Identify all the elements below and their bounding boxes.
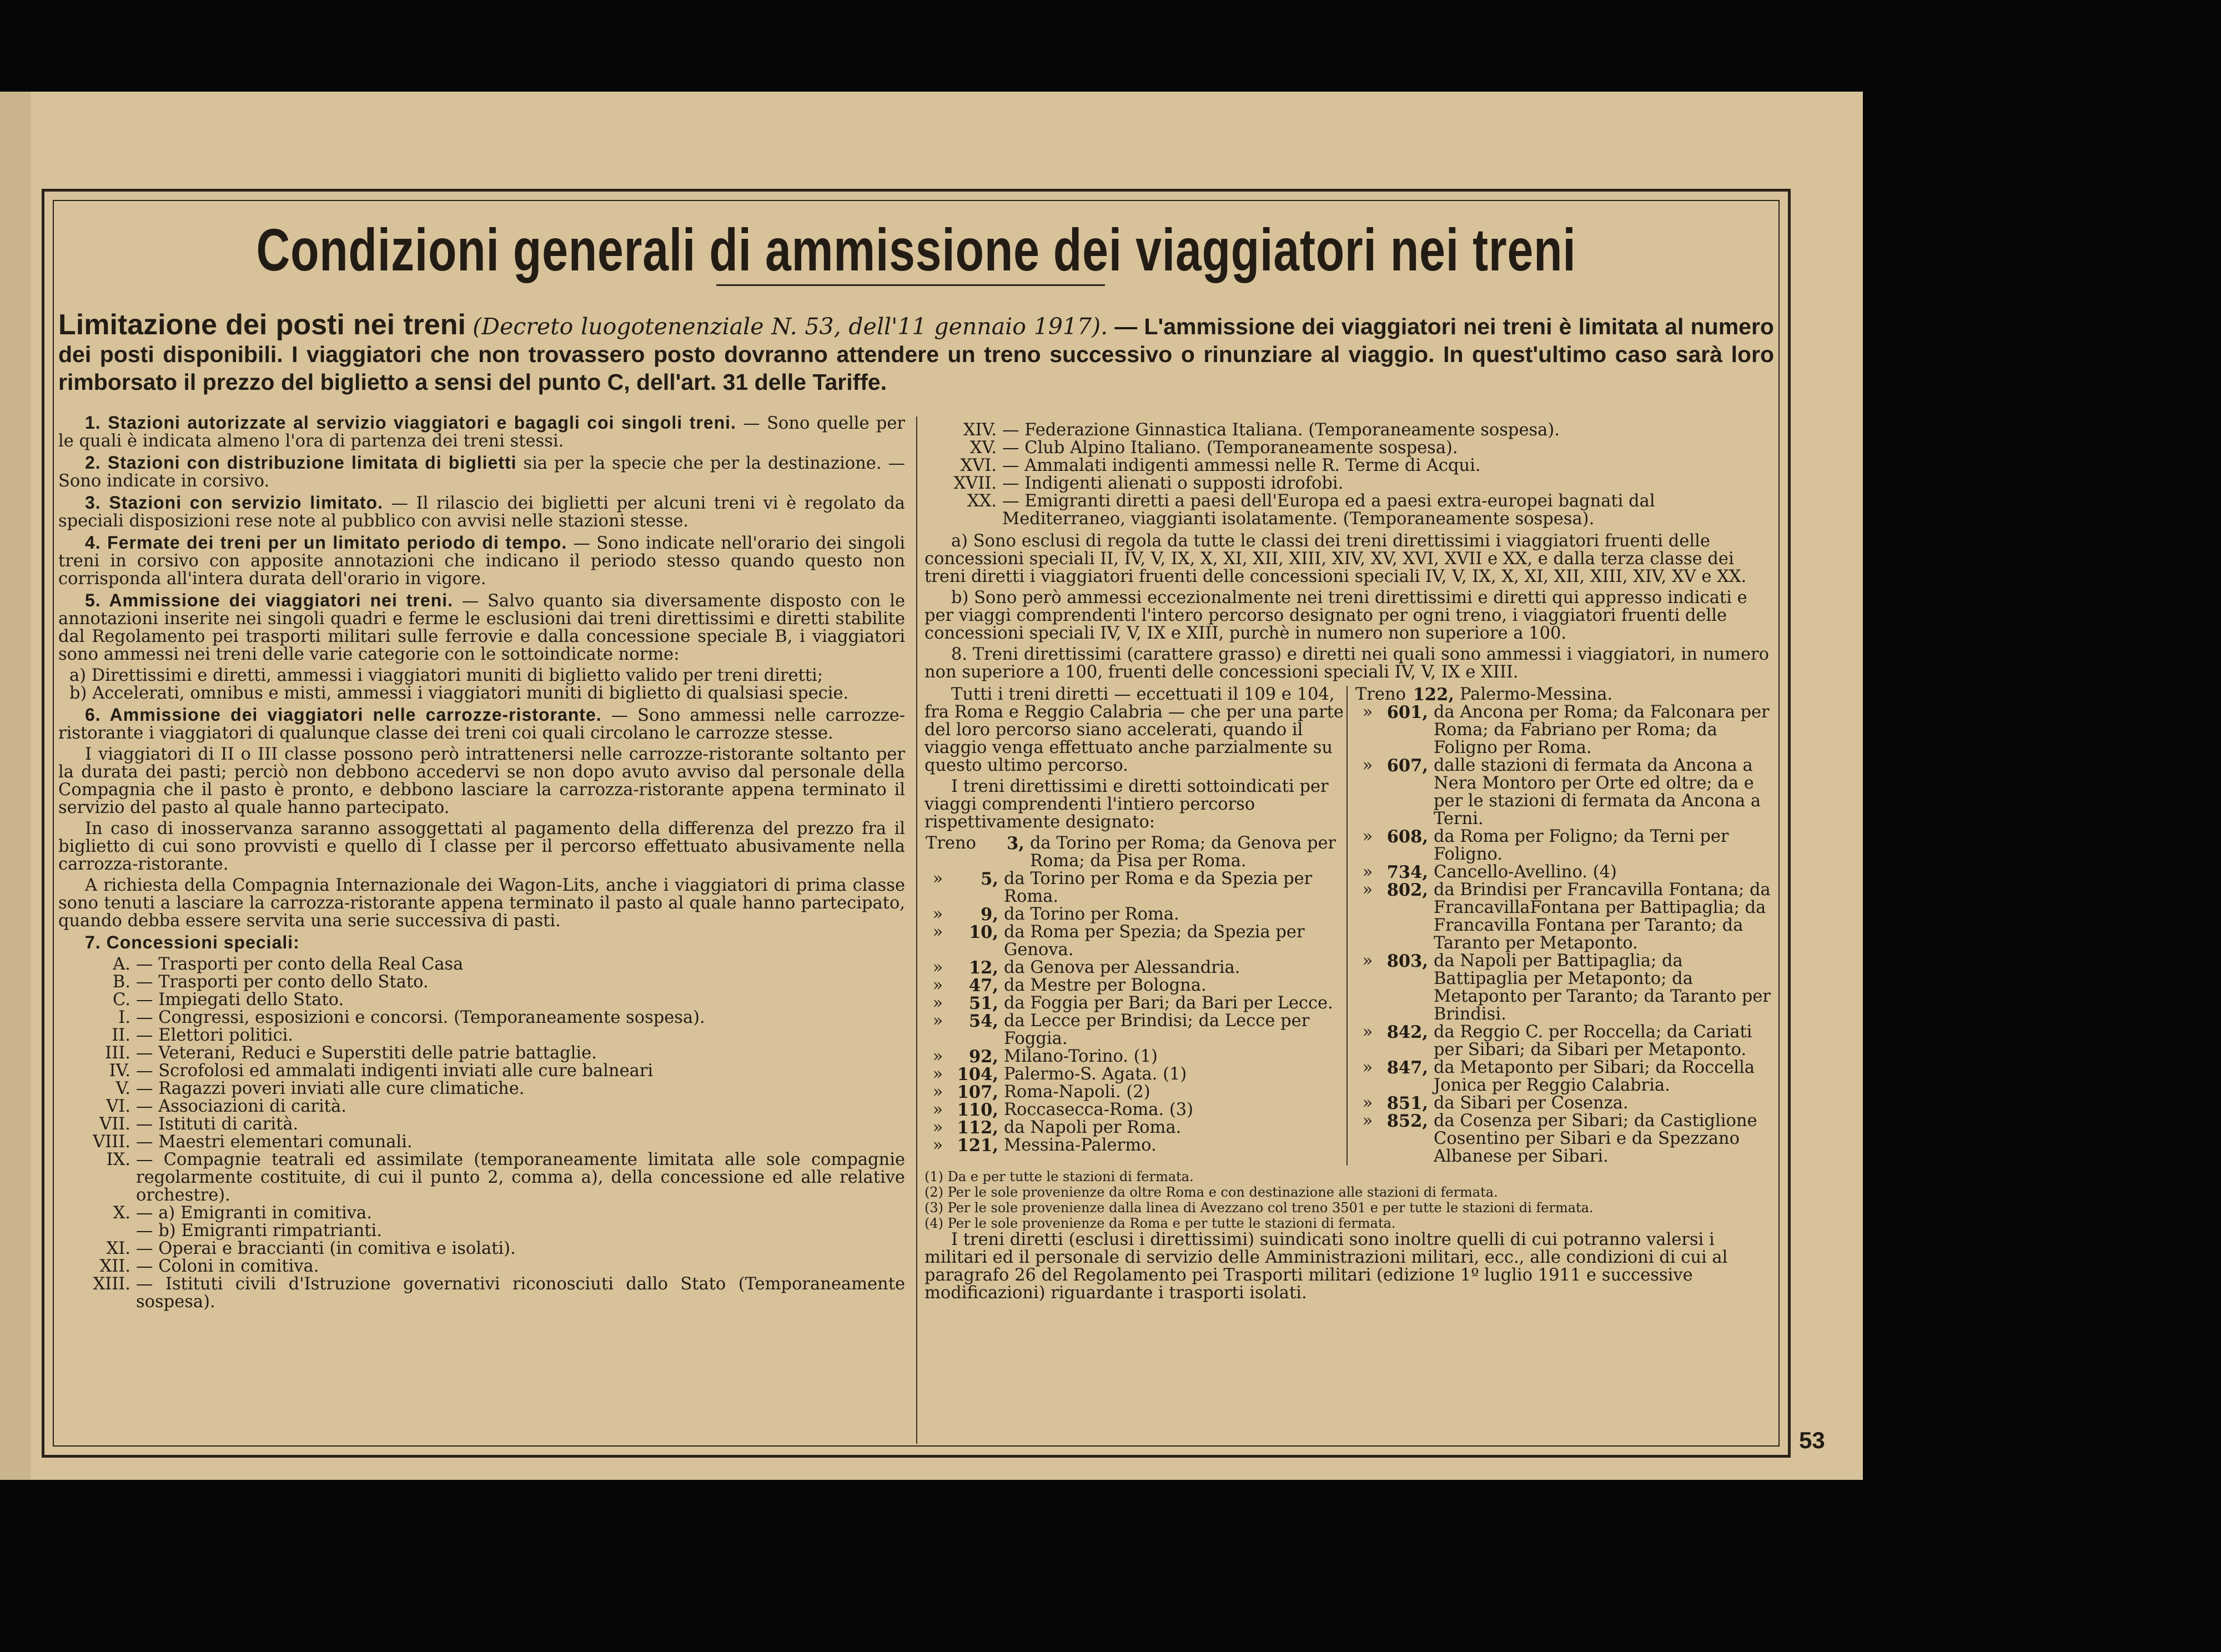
train-mark: » [932, 905, 943, 924]
concession-item [58, 1222, 905, 1240]
train-num: 12, [968, 958, 998, 978]
concession-item [58, 1080, 905, 1098]
train-row [1354, 863, 1776, 881]
footnote: (1) Da e per tutte le stazioni di fermata. [924, 1169, 1194, 1184]
train-row [924, 1066, 1346, 1083]
train-desc: da Mestre per Bologna. [1004, 976, 1207, 995]
trains-table-right [1346, 686, 1776, 1166]
concession-code: B. [112, 972, 130, 992]
train-row [1354, 952, 1776, 1023]
train-num: 54, [968, 1011, 998, 1031]
page-number: 53 [1799, 1427, 1825, 1453]
concession-label: — Maestri elementari comunali. [136, 1132, 413, 1152]
trains-list-right [1354, 686, 1776, 1166]
concession-label: — Operai e braccianti (in comitiva e isolati). [136, 1239, 516, 1258]
train-mark: » [1362, 1058, 1373, 1077]
section-2: 2. Stazioni con distribuzione limitata di biglietti sia per la specie che per la destinazione. — Sono indicate in corsivo. [58, 453, 905, 491]
concession-item [58, 1151, 905, 1204]
train-mark: » [932, 1047, 943, 1066]
train-desc: Milano-Torino. (1) [1004, 1047, 1158, 1066]
section-6: 6. Ammissione dei viaggiatori nelle carrozze-ristorante. — Sono ammessi nelle carrozze-ristorante i viaggiatori di qualunque classe dei treni coi quali circolano le carrozze stesse. [58, 705, 905, 743]
train-row [1354, 686, 1776, 704]
concession-code: III. [105, 1043, 130, 1063]
train-num: 92, [968, 1047, 998, 1067]
train-num: 3, [1007, 833, 1024, 853]
train-num: 47, [968, 976, 998, 996]
train-num: 847, [1386, 1058, 1428, 1078]
train-mark: » [932, 958, 943, 977]
train-mark: » [932, 993, 943, 1013]
concession-label: — Istituti civili d'Istruzione governativi riconosciuti dallo Stato (Temporaneamente sospesa). [136, 1274, 905, 1312]
train-row [1354, 757, 1776, 828]
train-mark: » [932, 1136, 943, 1155]
concessions-list-left [58, 956, 905, 1311]
concession-label: — Scrofolosi ed ammalati indigenti inviati alle cure balneari [136, 1061, 654, 1081]
train-num: 607, [1386, 756, 1428, 776]
train-row [924, 870, 1346, 906]
train-row [924, 1137, 1346, 1154]
section-5-b: b) Accelerati, omnibus e misti, ammessi i viaggiatori muniti di biglietto di qualsiasi specie. [69, 684, 849, 703]
train-mark: » [1362, 1022, 1373, 1042]
train-mark: » [1362, 862, 1373, 882]
train-row [924, 959, 1346, 977]
footnote: (2) Per le sole provenienze da oltre Roma e con destinazione alle stazioni di fermata. [924, 1184, 1498, 1200]
train-desc: Palermo-S. Agata. (1) [1004, 1064, 1187, 1084]
exclusion-a: a) Sono esclusi di regola da tutte le classi dei treni direttissimi i viaggiatori fruenti delle concessioni speciali II, IV, V, IX, X, XI, XII, XIII, XIV, XV, XVI, XVII e XX, e dalla terza classe dei treni diretti i viaggiatori fruenti delle concessioni speciali IV, V, IX, X, XI, XII, XIII, XIV, XV e XX. [924, 531, 1747, 586]
train-desc: da Brindisi per Francavilla Fontana; da FrancavillaFontana per Battipaglia; da Francavilla Fontana per Taranto; da Taranto per Metaponto. [1434, 880, 1771, 953]
concession-label: — Emigranti diretti a paesi dell'Europa ed a paesi extra-europei bagnati dal Mediterraneo, viaggianti isolatamente. (Temporaneamente sospesa). [1002, 491, 1655, 529]
train-desc: da Torino per Roma. [1004, 905, 1179, 924]
concessions-list-right [924, 421, 1780, 528]
concession-label: — b) Emigranti rimpatrianti. [136, 1221, 382, 1241]
concession-code: X. [113, 1203, 130, 1223]
train-desc: da Ancona per Roma; da Falconara per Roma; da Fabriano per Roma; da Foligno per Roma. [1434, 702, 1770, 757]
concession-item [58, 1240, 905, 1258]
book-edge [0, 92, 31, 1480]
concession-label: — Coloni in comitiva. [136, 1257, 319, 1276]
concession-label: — Impiegati dello Stato. [136, 990, 344, 1010]
concession-code: VI. [106, 1097, 130, 1116]
concession-code: VII. [99, 1114, 130, 1134]
concession-item [58, 991, 905, 1009]
train-num: 112, [957, 1118, 998, 1138]
concession-code: XII. [99, 1257, 130, 1276]
section-4: 4. Fermate dei treni per un limitato periodo di tempo. — Sono indicate nell'orario dei singoli treni in corsivo con apposite annotazioni che indicano il periodo stesso quando questo non corrisponda all'intera durata dell'orario in vigore. [58, 533, 905, 589]
concession-label: — Trasporti per conto dello Stato. [136, 972, 429, 992]
train-mark: Treno [1355, 685, 1406, 704]
concession-label: — Istituti di carità. [136, 1114, 299, 1134]
concession-code [58, 1222, 136, 1240]
train-desc: da Lecce per Brindisi; da Lecce per Foggia. [1004, 1011, 1310, 1048]
concession-label: — Ammalati indigenti ammessi nelle R. Terme di Acqui. [1002, 456, 1481, 475]
intro-paragraph [58, 311, 1774, 396]
train-num: 122, [1413, 685, 1454, 705]
concession-item [924, 439, 1780, 457]
concession-code: XV. [969, 438, 997, 458]
train-row [924, 906, 1346, 923]
train-mark: » [1362, 880, 1373, 900]
concession-code: XVI. [960, 456, 997, 475]
concession-code: XX. [967, 491, 997, 511]
concession-item [924, 457, 1780, 475]
concession-item [58, 1258, 905, 1276]
concession-item [58, 1009, 905, 1027]
concession-code: C. [113, 990, 130, 1010]
train-num: 608, [1386, 827, 1428, 847]
train-row [924, 1101, 1346, 1119]
train-desc: da Roma per Spezia; da Spezia per Genova. [1004, 922, 1305, 960]
train-row [924, 995, 1346, 1012]
train-num: 9, [981, 905, 998, 925]
train-row [1354, 828, 1776, 863]
train-row [1354, 1059, 1776, 1094]
concession-label: — Federazione Ginnastica Italiana. (Temporaneamente sospesa). [1002, 420, 1560, 440]
train-desc: da Napoli per Battipaglia; da Battipaglia per Metaponto; da Metaponto per Taranto; da Taranto per Brindisi. [1434, 951, 1771, 1024]
train-row [924, 1119, 1346, 1137]
concession-item [58, 1027, 905, 1045]
trains-table-left [924, 686, 1346, 1166]
train-mark: » [932, 1100, 943, 1119]
concession-code: VIII. [93, 1132, 130, 1152]
section-6-p2: I viaggiatori di II o III classe possono però intrattenersi nelle carrozze-ristorante soltanto per la durata dei pasti; perciò non debbono accedervi se non dopo avuto avviso dal personale della Compagnia che il pasto è pronto, e debbono lasciare la carrozza-ristorante appena terminato il servizio del pasto al quale hanno partecipato. [58, 745, 905, 817]
concession-label: — a) Emigranti in comitiva. [136, 1203, 372, 1223]
left-column [58, 414, 905, 1315]
train-desc: da Roma per Foligno; da Terni per Foligno. [1434, 827, 1729, 864]
train-desc: Messina-Palermo. [1004, 1136, 1157, 1155]
train-desc: da Torino per Roma e da Spezia per Roma. [1004, 869, 1313, 906]
concession-code: I. [118, 1008, 130, 1027]
train-desc: Roccasecca-Roma. (3) [1004, 1100, 1194, 1119]
train-num: 110, [957, 1100, 998, 1120]
train-row [1354, 1112, 1776, 1166]
train-mark: » [932, 976, 943, 995]
concession-label: — Veterani, Reduci e Superstiti delle patrie battaglie. [136, 1043, 597, 1063]
concession-label: — Trasporti per conto della Real Casa [136, 955, 464, 974]
train-mark: » [1362, 827, 1373, 846]
train-desc: da Sibari per Cosenza. [1434, 1093, 1629, 1113]
page-title: Condizioni generali di ammissione dei viaggiatori nei treni [256, 216, 1576, 283]
train-num: 852, [1386, 1111, 1428, 1131]
train-num: 10, [968, 922, 998, 942]
train-num: 104, [957, 1064, 998, 1084]
train-mark: » [932, 1082, 943, 1102]
train-desc: Cancello-Avellino. (4) [1434, 862, 1617, 882]
concession-code: IX. [106, 1150, 130, 1169]
closing-paragraph: I treni diretti (esclusi i direttissimi) suindicati sono inoltre quelli di cui potranno valersi i militari ed il personale di servizio delle Amministrazioni militari, ecc., alle condizioni di cui al paragrafo 26 del Regolamento pei Trasporti militari (edizione 1º luglio 1911 e successive modificazioni) riguardante i trasporti isolati. [924, 1230, 1728, 1303]
section-1: 1. Stazioni autorizzate al servizio viaggiatori e bagagli coi singoli treni. — Sono quelle per le quali è indicata almeno l'ora di partenza dei treni stessi. [58, 413, 905, 451]
train-desc: dalle stazioni di fermata da Ancona a Nera Montoro per Orte ed oltre; da e per le stazioni di fermata da Ancona a Terni. [1434, 756, 1761, 828]
section-5-a: a) Direttissimi e diretti, ammessi i viaggiatori muniti di biglietto valido per treni diretti; [69, 666, 823, 685]
concession-label: — Compagnie teatrali ed assimilate (temporaneamente limitata alle sole compagnie regolarmente costituite, di cui il punto 2, comma a), della concessione ed alle relative orchestre). [136, 1150, 905, 1205]
concession-label: — Ragazzi poveri inviati alle cure climatiche. [136, 1079, 525, 1098]
train-desc: da Genova per Alessandria. [1004, 958, 1240, 977]
train-num: 803, [1386, 951, 1428, 971]
train-row [1354, 1023, 1776, 1059]
concession-item [58, 956, 905, 973]
train-mark: » [1362, 702, 1373, 722]
concession-item [58, 1116, 905, 1133]
train-row [1354, 704, 1776, 757]
concession-code: A. [113, 955, 130, 974]
section-6-p3: In caso di inosservanza saranno assoggettati al pagamento della differenza del prezzo fra il biglietto di cui sono provvisti e quello di I classe per il percorso effettuato abusivamente nella carrozza-ristorante. [58, 819, 905, 874]
concession-item [924, 475, 1780, 493]
train-desc: da Napoli per Roma. [1004, 1118, 1182, 1137]
concession-item [58, 1276, 905, 1311]
concession-code: IV. [109, 1061, 130, 1081]
train-mark: » [932, 1064, 943, 1084]
concession-item [58, 1062, 905, 1080]
concession-item [58, 1098, 905, 1116]
train-desc: da Foggia per Bari; da Bari per Lecce. [1004, 993, 1333, 1013]
section-3: 3. Stazioni con servizio limitato. — Il rilascio dei biglietti per alcuni treni vi è regolato da speciali disposizioni rese note al pubblico con avvisi nelle stazioni stesse. [58, 493, 905, 531]
concession-label: — Congressi, esposizioni e concorsi. (Temporaneamente sospesa). [136, 1008, 705, 1027]
concession-label: — Associazioni di carità. [136, 1097, 346, 1116]
train-mark: » [932, 869, 943, 888]
train-row [924, 1048, 1346, 1066]
train-num: 51, [968, 993, 998, 1013]
train-desc: da Metaponto per Sibari; da Roccella Jonica per Reggio Calabria. [1434, 1058, 1755, 1095]
trains-list-left [924, 835, 1346, 1154]
train-mark: » [932, 922, 943, 942]
concession-label: — Club Alpino Italiano. (Temporaneamente sospesa). [1002, 438, 1458, 458]
title-rule [716, 284, 1105, 286]
concession-item [58, 973, 905, 991]
train-row [924, 835, 1346, 870]
concession-code: II. [112, 1026, 130, 1045]
train-mark: » [1362, 951, 1373, 971]
train-mark: » [932, 1118, 943, 1137]
right-column [924, 419, 1780, 1305]
train-desc: da Cosenza per Sibari; da Castiglione Cosentino per Sibari e da Spezzano Albanese per Sibari. [1434, 1111, 1757, 1166]
concession-code: XVII. [953, 474, 997, 493]
concession-item [924, 493, 1780, 528]
concession-item [58, 1204, 905, 1222]
concession-code: XIV. [963, 420, 997, 440]
concession-code: V. [115, 1079, 130, 1098]
train-num: 842, [1386, 1022, 1428, 1042]
train-desc: Roma-Napoli. (2) [1004, 1082, 1150, 1102]
concession-item [58, 1133, 905, 1151]
train-num: 107, [957, 1082, 998, 1102]
concession-item [58, 1045, 905, 1062]
column-divider [916, 416, 917, 1444]
train-row [1354, 1094, 1776, 1112]
train-num: 5, [981, 869, 998, 889]
section-5-list [69, 667, 905, 702]
train-row [924, 1083, 1346, 1101]
train-mark: » [1362, 1111, 1373, 1131]
section-5: 5. Ammissione dei viaggiatori nei treni. — Salvo quanto sia diversamente disposto con le annotazioni inserite nei singoli quadri e ferme le esclusioni dai treni direttissimi e diretti stabilite dal Regolamento pei trasporti militari sulle ferrovie e dalla concessione speciale B, i viaggiatori sono ammessi nei treni delle varie categorie con le sottoindicate norme: [58, 590, 906, 664]
concession-code: XIII. [93, 1274, 130, 1294]
footnote: (4) Per le sole provenienze da Roma e per tutte le stazioni di fermata. [924, 1216, 1396, 1231]
train-row [1354, 881, 1776, 952]
train-mark: » [932, 1011, 943, 1031]
section-6-p4: A richiesta della Compagnia Internazionale dei Wagon-Lits, anche i viaggiatori di prima classe sono tenuti a lasciare la carrozza-ristorante appena terminato il pasto al quale hanno partecipato, quando debba essere servita una serie successiva di pasti. [58, 876, 905, 931]
train-mark: Treno [926, 833, 976, 853]
train-mark: » [1362, 1093, 1373, 1113]
train-row [924, 1012, 1346, 1048]
train-desc: Palermo-Messina. [1460, 685, 1613, 704]
train-num: 734, [1386, 862, 1428, 882]
exclusion-b: b) Sono però ammessi eccezionalmente nei treni direttissimi e diretti qui appresso indicati e per viaggi comprendenti l'intero percorso designato per ogni treno, i viaggiatori fruenti delle concessioni speciali IV, V, IX e XIII, purchè in numero non superiore a 100. [924, 588, 1747, 643]
trains-intro-2: I treni direttissimi e diretti sottoindicati per viaggi comprendenti l'intiero percorso rispettivamente designato: [924, 777, 1329, 832]
train-num: 851, [1386, 1093, 1428, 1113]
trains-intro: Tutti i treni diretti — eccettuati il 109 e 104, fra Roma e Reggio Calabria — che per una parte del loro percorso siano accelerati, quando il viaggio venga effettuato anche parzialmente su questo ultimo percorso. [924, 685, 1344, 775]
concession-code: XI. [106, 1239, 130, 1258]
concession-label: — Elettori politici. [136, 1026, 294, 1045]
footnotes [924, 1169, 1780, 1231]
train-num: 601, [1386, 702, 1428, 722]
section-8: 8. Treni direttissimi (carattere grasso) e diretti nei quali sono ammessi i viaggiatori, in numero non superiore a 100, fruenti delle concessioni speciali IV, V, IX e XIII. [924, 645, 1769, 682]
footnote: (3) Per le sole provenienze dalla linea di Avezzano col treno 3501 e per tutte le stazioni di fermata. [924, 1200, 1594, 1216]
concession-item [924, 421, 1780, 439]
train-num: 802, [1386, 880, 1428, 900]
intro-lead: Limitazione dei posti nei treni [58, 309, 466, 341]
train-num: 121, [957, 1136, 998, 1156]
train-desc: da Torino per Roma; da Genova per Roma; da Pisa per Roma. [1030, 833, 1336, 871]
train-mark: » [1362, 756, 1373, 775]
trains-table [924, 686, 1780, 1166]
train-row [924, 977, 1346, 995]
section-7: 7. Concessioni speciali: [85, 932, 300, 952]
intro-text: — L'ammissione dei viaggiatori nei treni è limitata al numero dei posti disponibili. I viaggiatori che non trovassero posto dovranno attendere un treno successivo o rinunziare al viaggio. In quest'ultimo caso sarà loro rimborsato il prezzo del biglietto a sensi del punto C, dell'art. 31 delle Tariffe. [58, 314, 1774, 395]
intro-decree: (Decreto luogotenenziale N. 53, dell'11 gennaio 1917). [473, 313, 1108, 340]
train-desc: da Reggio C. per Roccella; da Cariati per Sibari; da Sibari per Metaponto. [1434, 1022, 1752, 1060]
train-row [924, 923, 1346, 959]
concession-label: — Indigenti alienati o supposti idrofobi. [1002, 474, 1344, 493]
